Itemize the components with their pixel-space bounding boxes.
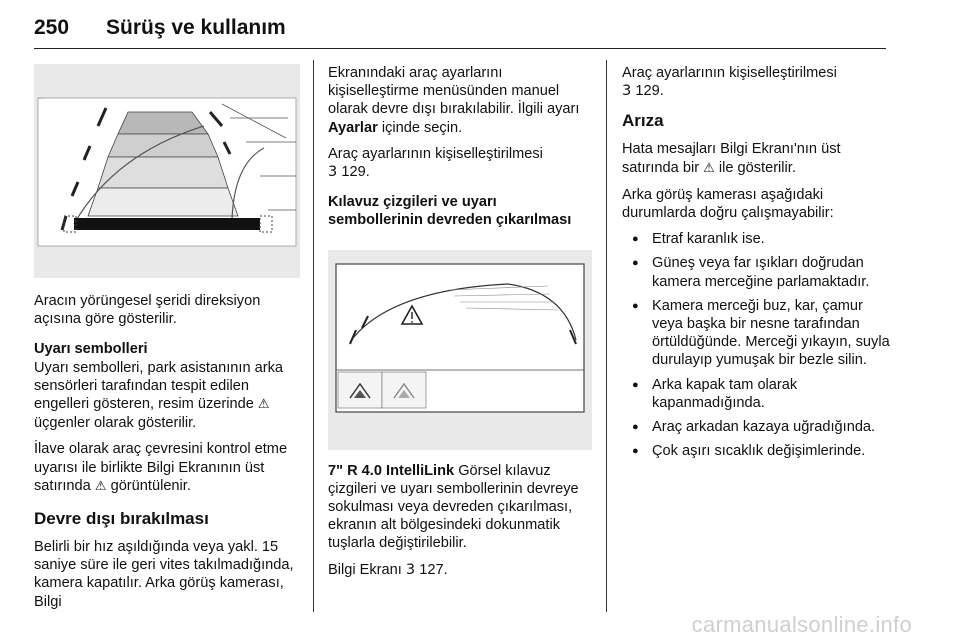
manual-disable-paragraph	[328, 64, 592, 137]
list-item: ● Araç arkadan kazaya uğradığında.	[622, 418, 890, 436]
intellilink-text: Görsel kılavuz çizgileri ve uyarı sembollerinin devreye sokulması veya devreden çıkarılması, ekranın alt bölgesindeki dokunmatik tuşlarla değiştirilebilir.	[328, 462, 579, 552]
personalisation-page: 129.	[635, 83, 664, 100]
personalisation-page: 129.	[341, 164, 370, 181]
info-display-text: Bilgi Ekranı	[328, 561, 402, 578]
warning-symbols-text-b: üçgenler olarak gösterilir.	[34, 415, 197, 432]
personalisation-reference	[622, 64, 890, 100]
guidelines-heading	[328, 193, 592, 229]
page-header	[34, 10, 886, 49]
personalisation-text: Araç ayarlarının kişiselleştirilmesi	[622, 65, 837, 81]
guidelines-heading-line-2: sembollerinin devreden çıkarılması	[328, 212, 572, 229]
figure-caption: Aracın yörüngesel şeridi direksiyon açısına göre gösterilir.	[34, 293, 261, 328]
page-reference-icon: 3	[405, 560, 416, 578]
warning-symbols-heading: Uyarı sembolleri	[34, 341, 148, 358]
page-number: 250	[34, 16, 70, 39]
manual-disable-text-b: içinde seçin.	[381, 119, 463, 136]
info-paragraph	[34, 440, 300, 496]
manual-disable-text-a: Ekranındaki araç ayarlarını kişiselleştirme menüsünden manuel olarak devre dışı bırakılabilir. İlgili ayarı	[328, 65, 580, 118]
settings-label: Ayarlar	[328, 119, 378, 136]
chapter-title: Sürüş ve kullanım	[106, 16, 286, 39]
warning-symbols-text-a: Uyarı sembolleri, park asistanının arka sensörleri tarafından tespit edilen engelleri gösteren, resim üzerinde	[34, 359, 284, 413]
figure-intellilink-screen	[328, 250, 592, 450]
column-2	[328, 64, 592, 587]
deactivation-text: Belirli bir hız aşıldığında veya yakl. 15 saniye süre ile geri vites takılmadığında, kamera kapatılır. Arka görüş kamerası, Bilgi	[34, 539, 294, 610]
column-divider-2	[606, 60, 607, 612]
warning-symbols-section	[34, 340, 300, 432]
warning-triangle-icon: ⚠	[257, 397, 270, 413]
intellilink-label: 7" R 4.0 IntelliLink	[328, 462, 455, 479]
fault-text-a: Hata mesajları Bilgi Ekranı'nın üst satırında bir	[622, 141, 841, 176]
camera-conditions-text: Arka görüş kamerası aşağıdaki durumlarda doğru çalışmayabilir:	[622, 186, 834, 222]
intellilink-paragraph	[328, 462, 592, 553]
column-3	[622, 64, 890, 466]
list-item: ● Arka kapak tam olarak kapanmadığında.	[622, 376, 890, 412]
list-item: ● Kamera merceği buz, kar, çamur veya başka bir nesne tarafından örtüldüğünde. Merceği yıkayın, suyla durulayıp yumuşak bir bezle silin.	[622, 297, 890, 370]
info-text-b: görüntülenir.	[110, 477, 191, 494]
list-item: ● Etraf karanlık ise.	[622, 230, 890, 248]
list-item: ● Güneş veya far ışıkları doğrudan kamera merceğine parlamaktadır.	[622, 254, 890, 290]
warning-triangle-icon: ⚠	[94, 478, 107, 494]
warning-triangle-icon: ⚠	[703, 160, 715, 176]
info-display-reference	[328, 561, 592, 579]
info-text-a: İlave olarak araç çevresini kontrol etme uyarısı ile birlikte Bilgi Ekranının üst satırında	[34, 441, 288, 494]
trajectory-illustration	[34, 64, 300, 278]
column-1	[34, 64, 300, 619]
page-reference-icon: 3	[328, 163, 338, 181]
list-item: ● Çok aşırı sıcaklık değişimlerinde.	[622, 442, 890, 460]
deactivation-heading: Devre dışı bırakılması	[34, 509, 209, 529]
guidelines-heading-line-1: Kılavuz çizgileri ve uyarı	[328, 194, 497, 211]
conditions-list	[622, 230, 890, 460]
intellilink-screen-illustration	[328, 250, 592, 450]
fault-paragraph	[622, 140, 890, 177]
figure-trajectory-lines	[34, 64, 300, 278]
info-display-page: 127.	[419, 561, 448, 578]
fault-text-b: ile gösterilir.	[718, 159, 796, 176]
personalisation-reference	[328, 145, 592, 181]
fault-heading: Arıza	[622, 111, 664, 131]
page-reference-icon: 3	[622, 82, 632, 100]
column-divider-1	[313, 60, 314, 612]
personalisation-text: Araç ayarlarının kişiselleştirilmesi	[328, 145, 543, 162]
watermark: carmanualsonline.info	[691, 612, 912, 637]
